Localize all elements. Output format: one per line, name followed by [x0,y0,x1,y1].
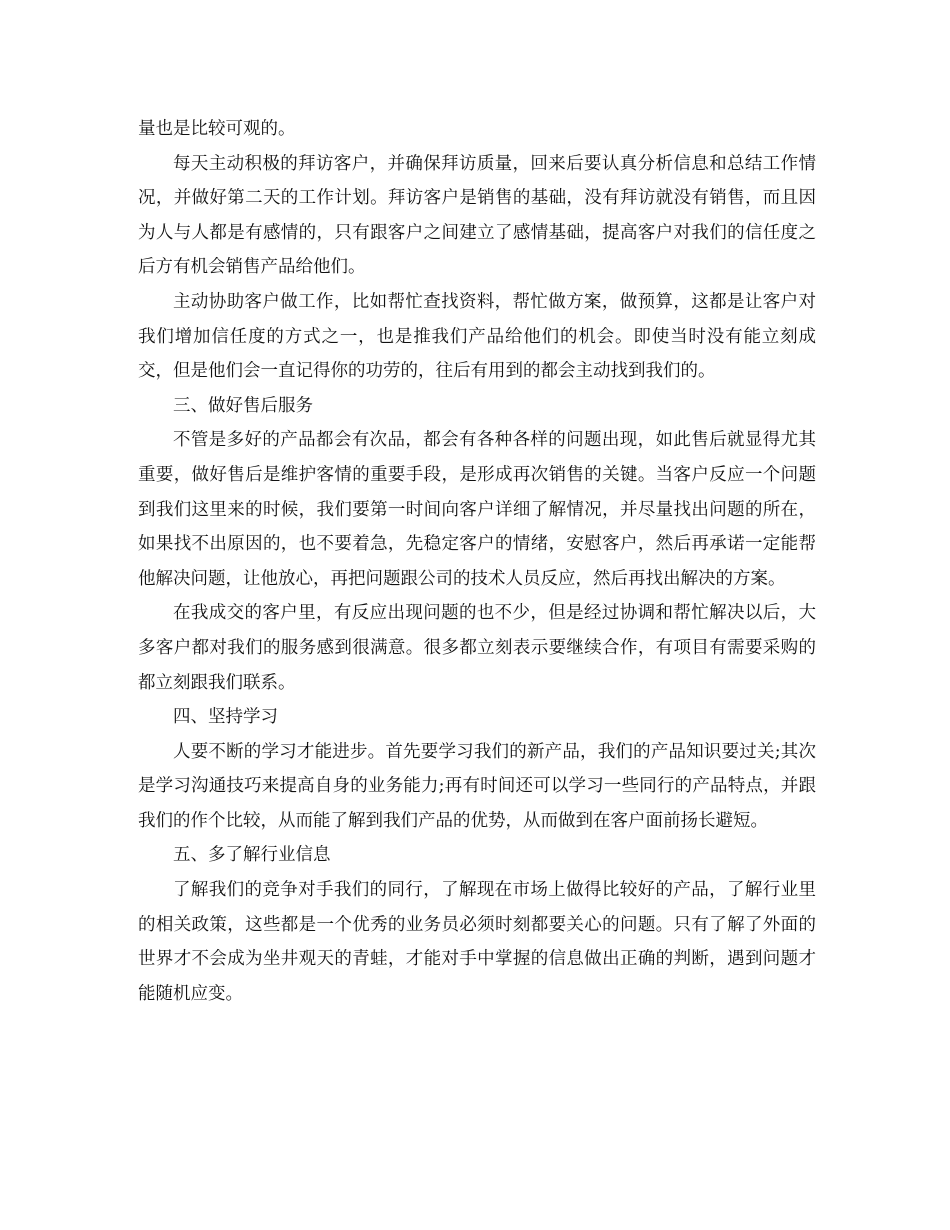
paragraph-assist-clients: 主动协助客户做工作，比如帮忙查找资料，帮忙做方案，做预算，这都是让客户对我们增加信任度的方式之一，也是推我们产品给他们的机会。即使当时没有能立刻成交，但是他们会一直记得你的功劳的，往后有用到的都会主动找到我们的。 [138,291,816,382]
document-page [138,112,816,1011]
paragraph-industry-info: 了解我们的竞争对手我们的同行，了解现在市场上做得比较好的产品，了解行业里的相关政策，这些都是一个优秀的业务员必须时刻都要关心的问题。只有了解了外面的世界才不会成为坐井观天的青蛙，才能对手中掌握的信息做出正确的判断，遇到问题才能随机应变。 [138,880,816,1004]
paragraph-satisfied-clients: 在我成交的客户里，有反应出现问题的也不少，但是经过协调和帮忙解决以后，大多客户都对我们的服务感到很满意。很多都立刻表示要继续合作，有项目有需要采购的都立刻跟我们联系。 [138,603,816,693]
paragraph-client-visits: 每天主动积极的拜访客户，并确保拜访质量，回来后要认真分析信息和总结工作情况，并做好第二天的工作计划。拜访客户是销售的基础，没有拜访就没有销售，而且因为人与人都是有感情的，只有跟客户之间建立了感情基础，提高客户对我们的信任度之后方有机会销售产品给他们。 [138,153,816,278]
section-heading-industry-info: 五、多了解行业信息 [173,845,331,866]
paragraph-learning: 人要不断的学习才能进步。首先要学习我们的新产品，我们的产品知识要过关;其次是学习沟通技巧来提高自身的业务能力;再有时间还可以学习一些同行的产品特点，并跟我们的作个比较，从而能了解到我们产品的优势，从而做到在客户面前扬长避短。 [138,741,816,831]
section-heading-keep-learning: 四、坚持学习 [173,707,278,728]
paragraph-after-sales: 不管是多好的产品都会有次品，都会有各种各样的问题出现，如此售后就显得尤其重要，做好售后是维护客情的重要手段，是形成再次销售的关键。当客户反应一个问题到我们这里来的时候，我们要第一时间向客户详细了解情况，并尽量找出问题的所在，如果找不出原因的，也不要着急，先稳定客户的情绪，安慰客户，然后再承诺一定能帮他解决问题，让他放心，再把问题跟公司的技术人员反应，然后再找出解决的方案。 [138,430,816,589]
section-heading-after-sales: 三、做好售后服务 [173,395,313,416]
paragraph-continuation: 量也是比较可观的。 [138,119,296,139]
